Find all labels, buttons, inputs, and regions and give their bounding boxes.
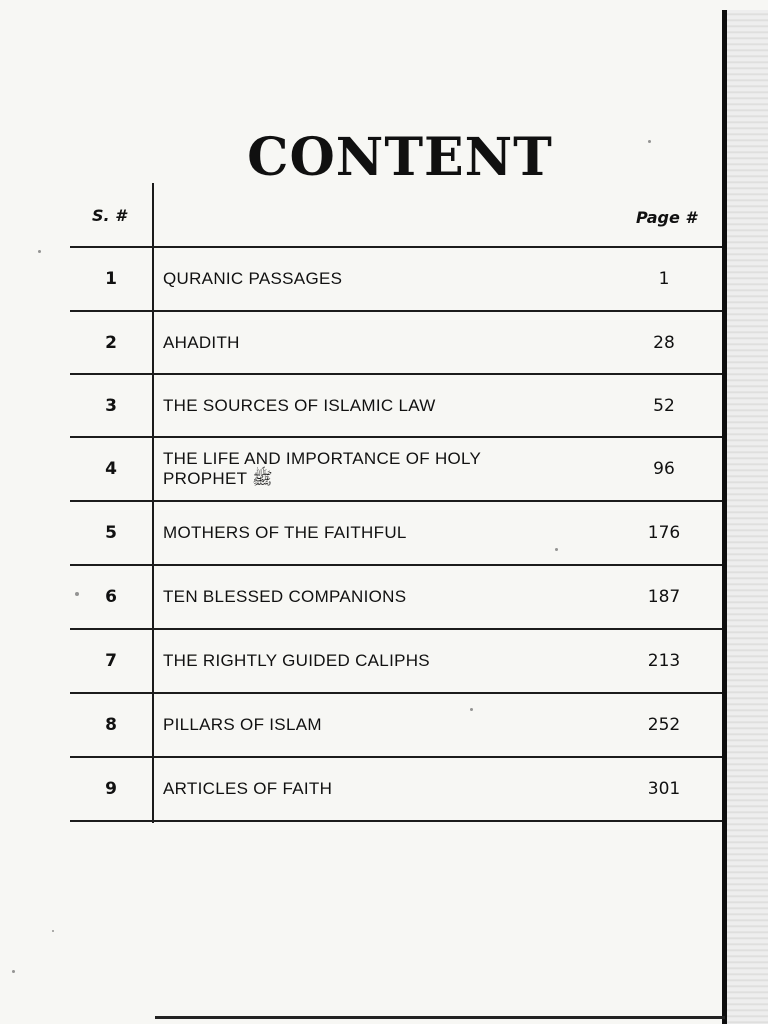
page-number-header: Page # bbox=[636, 208, 697, 227]
table-row bbox=[70, 502, 720, 564]
row-number: 6 bbox=[105, 587, 117, 607]
page-number: 252 bbox=[647, 715, 681, 735]
chapter-title: MOTHERS OF THE FAITHFUL bbox=[163, 523, 407, 542]
row-number: 1 bbox=[105, 269, 117, 289]
table-row bbox=[70, 375, 720, 437]
scan-speck bbox=[38, 250, 41, 253]
page-edge-shadow bbox=[727, 10, 768, 1024]
table-row bbox=[70, 312, 720, 374]
table-row bbox=[70, 694, 720, 756]
chapter-title: THE RIGHTLY GUIDED CALIPHS bbox=[163, 651, 430, 670]
chapter-title: AHADITH bbox=[163, 333, 240, 352]
row-number: 7 bbox=[105, 651, 117, 671]
scan-speck bbox=[12, 970, 15, 973]
chapter-title: QURANIC PASSAGES bbox=[163, 269, 343, 288]
page-number: 52 bbox=[653, 396, 675, 416]
row-number: 5 bbox=[105, 523, 117, 543]
chapter-title: THE LIFE AND IMPORTANCE OF HOLY PROPHET ﷺ bbox=[163, 449, 481, 488]
chapter-title: PILLARS OF ISLAM bbox=[163, 715, 322, 734]
page-number: 301 bbox=[647, 779, 681, 799]
bottom-rule bbox=[155, 1016, 725, 1019]
chapter-title: TEN BLESSED COMPANIONS bbox=[163, 587, 407, 606]
row-divider bbox=[70, 820, 723, 822]
page-number: 213 bbox=[647, 651, 681, 671]
table-row bbox=[70, 248, 720, 310]
table-row bbox=[70, 438, 720, 500]
row-number: 8 bbox=[105, 715, 117, 735]
row-number: 3 bbox=[105, 396, 117, 416]
page-number: 96 bbox=[653, 459, 675, 479]
page-title: CONTENT bbox=[247, 126, 553, 188]
table-row bbox=[70, 630, 720, 692]
page-number: 176 bbox=[647, 523, 681, 543]
page-number: 28 bbox=[653, 333, 675, 353]
page-number: 187 bbox=[647, 587, 681, 607]
chapter-title: THE SOURCES OF ISLAMIC LAW bbox=[163, 396, 436, 415]
scan-speck bbox=[52, 930, 54, 932]
serial-number-header: S. # bbox=[92, 206, 127, 225]
table-row bbox=[70, 566, 720, 628]
row-number: 9 bbox=[105, 779, 117, 799]
row-number: 2 bbox=[105, 333, 117, 353]
table-row bbox=[70, 758, 720, 820]
page-edge-line bbox=[722, 10, 727, 1024]
table-header bbox=[70, 200, 720, 236]
page-number: 1 bbox=[658, 269, 670, 289]
chapter-title: ARTICLES OF FAITH bbox=[163, 779, 333, 798]
row-number: 4 bbox=[105, 459, 117, 479]
